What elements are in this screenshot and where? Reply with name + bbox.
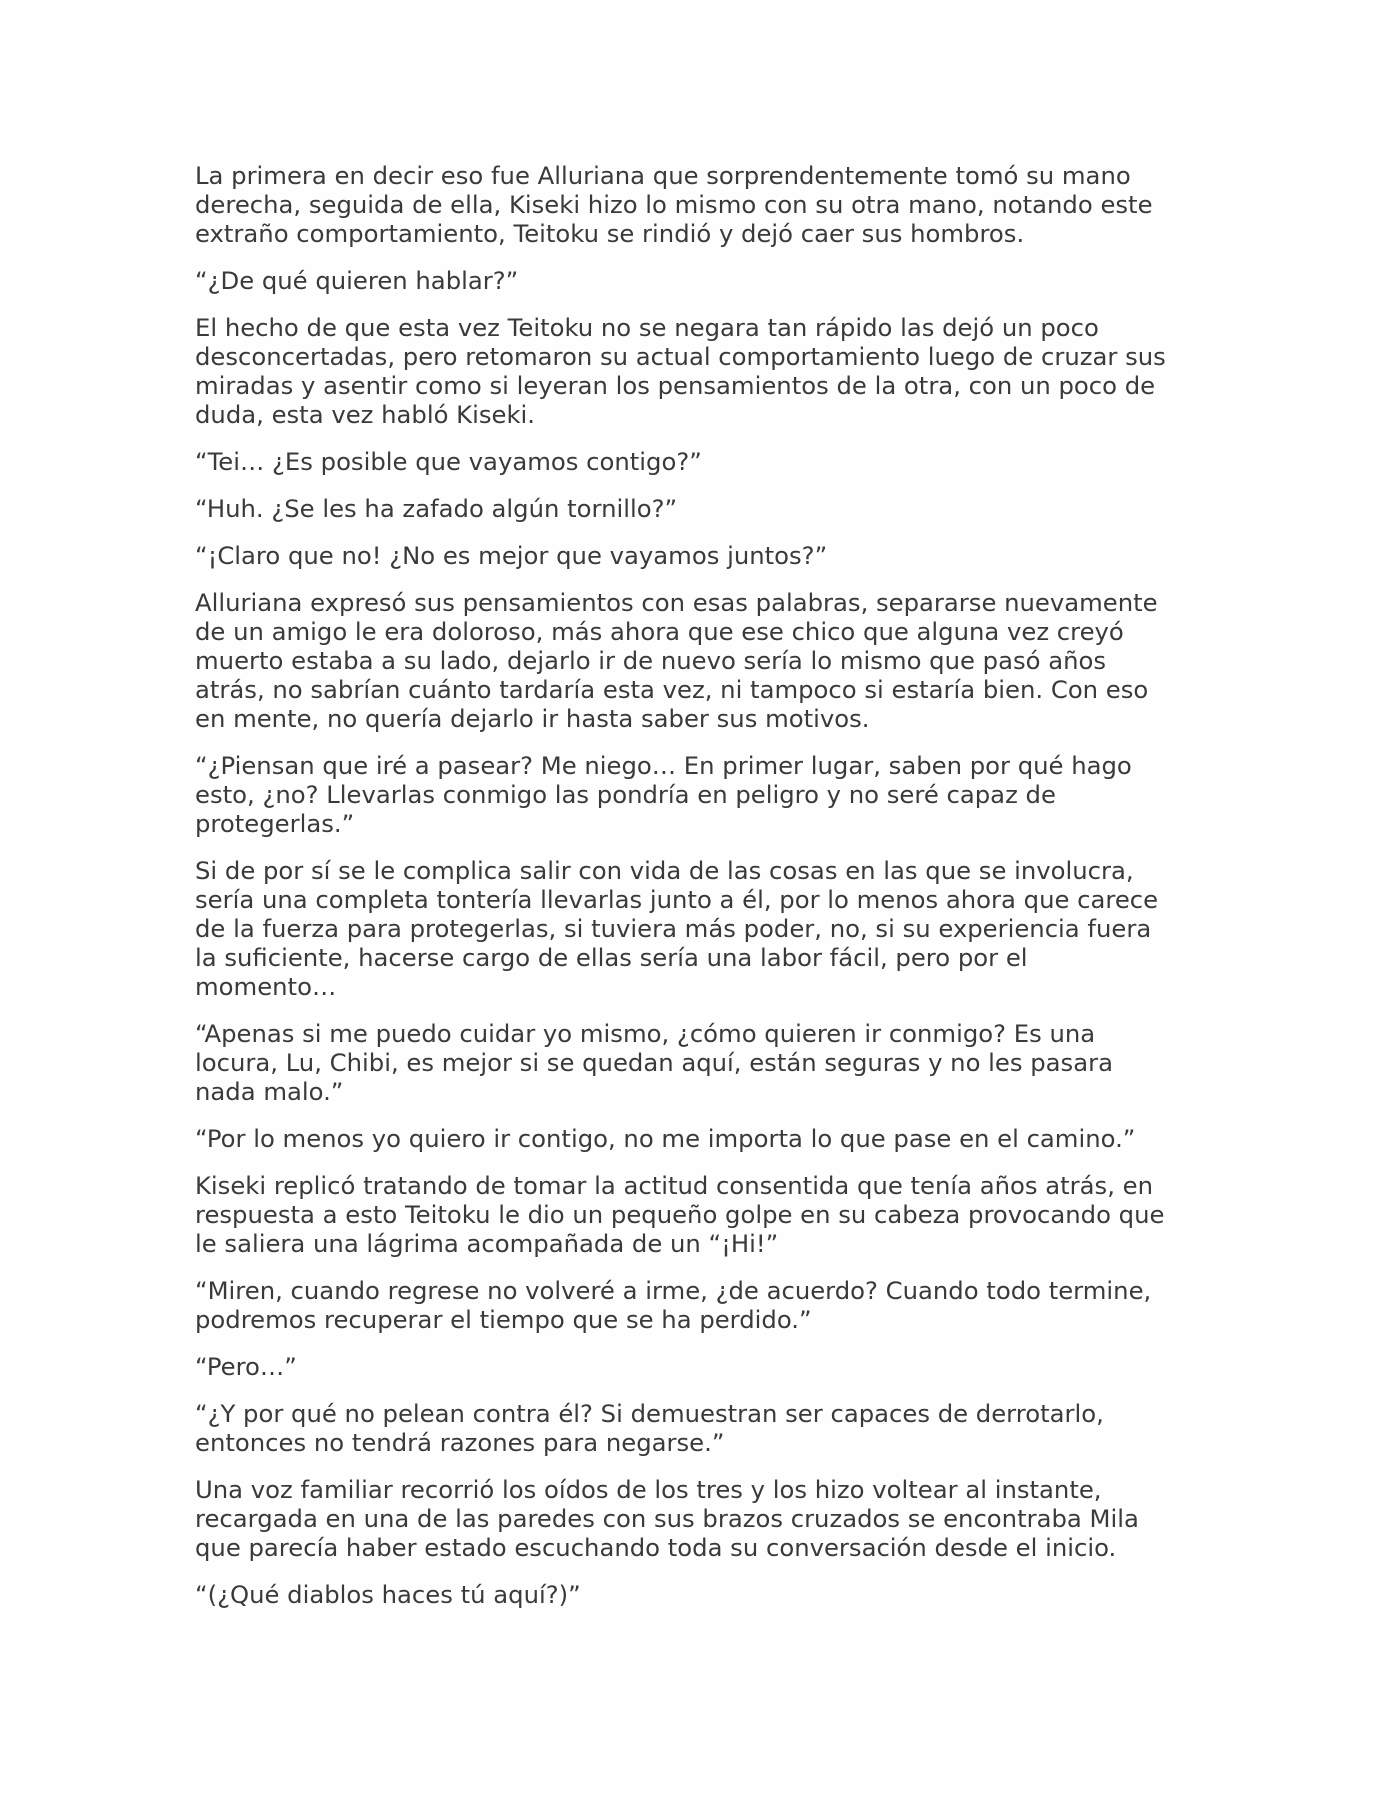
- paragraph: “Por lo menos yo quiero ir contigo, no me importa lo que pase en el camino.”: [195, 1124, 1136, 1153]
- paragraph: “Pero…”: [195, 1352, 297, 1381]
- paragraph: La primera en decir eso fue Alluriana que sorprendentemente tomó su mano derecha, seguida de ella, Kiseki hizo lo mismo con su otra mano, notando este extraño comportamiento, Teitoku se rindió y dejó caer sus hombros.: [195, 161, 1153, 248]
- paragraph: “(¿Qué diablos haces tú aquí?)”: [195, 1580, 581, 1609]
- paragraph: Alluriana expresó sus pensamientos con esas palabras, separarse nuevamente de un amigo le era doloroso, más ahora que ese chico que alguna vez creyó muerto estaba a su lado, dejarlo ir de nuevo sería lo mismo que pasó años atrás, no sabrían cuánto tardaría esta vez, ni tampoco si estaría bien. Con eso en mente, no quería dejarlo ir hasta saber sus motivos.: [195, 588, 1158, 733]
- paragraph: “¿Y por qué no pelean contra él? Si demuestran ser capaces de derrotarlo, entonces no tendrá razones para negarse.”: [195, 1399, 1104, 1457]
- paragraph: Si de por sí se le complica salir con vida de las cosas en las que se involucra, sería una completa tontería llevarlas junto a él, por lo menos ahora que carece de la fuerza para protegerlas, si tuviera más poder, no, si su experiencia fuera la suficiente, hacerse cargo de ellas sería una labor fácil, pero por el momento…: [195, 856, 1159, 1001]
- paragraph: “Huh. ¿Se les ha zafado algún tornillo?”: [195, 494, 678, 523]
- paragraph: “Tei… ¿Es posible que vayamos contigo?”: [195, 447, 702, 476]
- paragraph: “Miren, cuando regrese no volveré a irme, ¿de acuerdo? Cuando todo termine, podremos recuperar el tiempo que se ha perdido.”: [195, 1276, 1152, 1334]
- paragraph: “Apenas si me puedo cuidar yo mismo, ¿cómo quieren ir conmigo? Es una locura, Lu, Chibi, es mejor si se quedan aquí, están seguras y no les pasara nada malo.”: [195, 1019, 1113, 1106]
- paragraph: El hecho de que esta vez Teitoku no se negara tan rápido las dejó un poco desconcertadas, pero retomaron su actual comportamiento luego de cruzar sus miradas y asentir como si leyeran los pensamientos de la otra, con un poco de duda, esta vez habló Kiseki.: [195, 313, 1166, 429]
- document-body: [195, 161, 1205, 1627]
- paragraph: “¡Claro que no! ¿No es mejor que vayamos juntos?”: [195, 541, 828, 570]
- paragraph: Una voz familiar recorrió los oídos de los tres y los hizo voltear al instante, recargada en una de las paredes con sus brazos cruzados se encontraba Mila que parecía haber estado escuchando toda su conversación desde el inicio.: [195, 1475, 1139, 1562]
- paragraph: Kiseki replicó tratando de tomar la actitud consentida que tenía años atrás, en respuesta a esto Teitoku le dio un pequeño golpe en su cabeza provocando que le saliera una lágrima acompañada de un “¡Hi!”: [195, 1171, 1165, 1258]
- paragraph: “¿De qué quieren hablar?”: [195, 266, 519, 295]
- paragraph: “¿Piensan que iré a pasear? Me niego… En primer lugar, saben por qué hago esto, ¿no? Llevarlas conmigo las pondría en peligro y no seré capaz de protegerlas.”: [195, 751, 1132, 838]
